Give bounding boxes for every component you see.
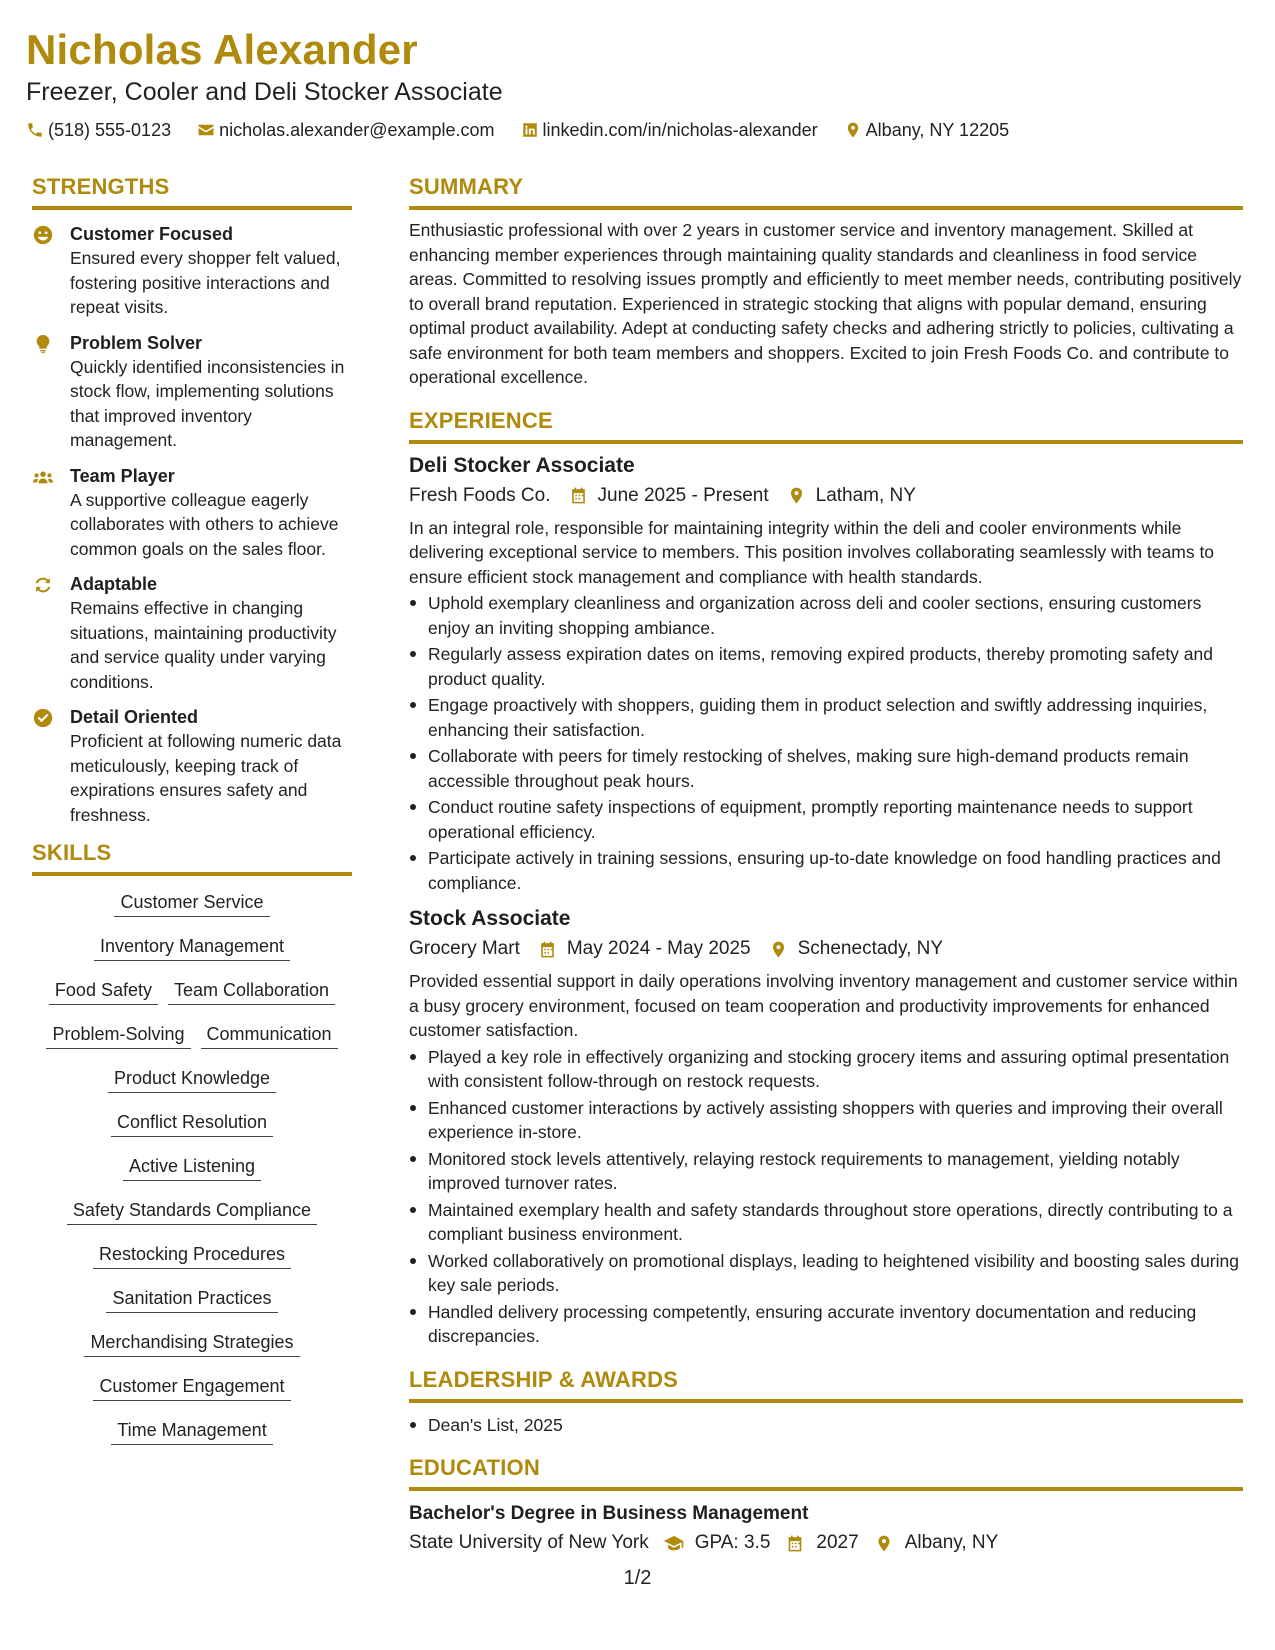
job-title: Stock Associate bbox=[409, 907, 571, 930]
linkedin-text: linkedin.com/in/nicholas-alexander bbox=[542, 120, 818, 140]
skill-tag: Food Safety bbox=[49, 978, 158, 1005]
candidate-name: Nicholas Alexander bbox=[26, 26, 418, 73]
job-location: Schenectady, NY bbox=[797, 938, 944, 959]
summary-heading: SUMMARY bbox=[409, 172, 1243, 210]
phone-icon bbox=[26, 121, 44, 139]
bullet-item: Monitored stock levels attentively, relaying restock requirements to management, yielding notably improved turnover rates. bbox=[409, 1147, 1243, 1196]
bullet-item: Engage proactively with shoppers, guiding them in product selection and swiftly addressing inquiries, enhancing their satisfaction. bbox=[409, 693, 1243, 742]
strength-title: Team Player bbox=[70, 465, 175, 486]
strength-desc: Proficient at following numeric data meticulously, keeping track of expirations ensures safety and freshness. bbox=[70, 731, 342, 825]
bullet-item: Participate actively in training sessions, ensuring up-to-date knowledge on food handling practices and compliance. bbox=[409, 846, 1243, 895]
contact-email[interactable] bbox=[197, 118, 494, 142]
strength-title: Detail Oriented bbox=[70, 707, 199, 727]
right-column bbox=[409, 172, 1243, 1557]
strength-title: Customer Focused bbox=[70, 224, 234, 244]
contact-location bbox=[844, 118, 1009, 142]
page-number: 1/2 bbox=[623, 1567, 652, 1589]
education-heading: EDUCATION bbox=[409, 1453, 1243, 1491]
job-title: Deli Stocker Associate bbox=[409, 453, 635, 477]
envelope-icon bbox=[197, 121, 215, 139]
contact-bar bbox=[26, 118, 1246, 142]
skill-tag: Product Knowledge bbox=[108, 1066, 276, 1093]
job-entry bbox=[409, 905, 1243, 1349]
graduation-year: 2027 bbox=[816, 1532, 859, 1553]
skill-tag: Communication bbox=[201, 1022, 338, 1049]
strength-item bbox=[32, 464, 352, 562]
education-meta bbox=[409, 1529, 1243, 1557]
job-bullets bbox=[409, 1045, 1243, 1349]
strength-title: Problem Solver bbox=[70, 332, 203, 353]
bullet-item: Handled delivery processing competently, ensuring accurate inventory documentation and reducing discrepancies. bbox=[409, 1300, 1243, 1349]
education-location: Albany, NY bbox=[904, 1532, 999, 1553]
skills-heading: SKILLS bbox=[32, 838, 352, 876]
bullet-item: Conduct routine safety inspections of equipment, promptly reporting maintenance needs to support operational efficiency. bbox=[409, 795, 1243, 844]
calendar-icon bbox=[784, 1534, 806, 1553]
strength-item bbox=[32, 572, 352, 694]
bullet-item: Worked collaboratively on promotional displays, leading to heightened visibility and boosting sales during key sale periods. bbox=[409, 1249, 1243, 1298]
bullet-item: Regularly assess expiration dates on items, removing expired products, thereby promoting safety and product quality. bbox=[409, 642, 1243, 691]
school-name: State University of New York bbox=[409, 1532, 649, 1553]
job-dates: May 2024 - May 2025 bbox=[566, 938, 751, 959]
bullet-item: Played a key role in effectively organizing and stocking grocery items and assuring optimal presentation with consistent follow-through on restock requests. bbox=[409, 1045, 1243, 1094]
bullet-item: Uphold exemplary cleanliness and organization across deli and cooler sections, ensuring customers enjoy an inviting shopping ambiance. bbox=[409, 591, 1243, 640]
job-description: Provided essential support in daily operations involving inventory management and customer service within a busy grocery environment, focused on team cooperation and productivity improvements for enhanced customer satisfaction. bbox=[409, 971, 1238, 1040]
skill-tag: Active Listening bbox=[123, 1154, 261, 1181]
job-entry bbox=[409, 452, 1243, 896]
job-meta bbox=[409, 482, 1243, 510]
graduation-cap-icon bbox=[663, 1534, 685, 1553]
email-text: nicholas.alexander@example.com bbox=[219, 120, 495, 140]
smile-icon bbox=[32, 224, 54, 246]
users-icon bbox=[32, 466, 54, 488]
bullet-item: Enhanced customer interactions by actively assisting shoppers with queries and improving their overall experience in-store. bbox=[409, 1096, 1243, 1145]
skill-tag: Conflict Resolution bbox=[111, 1110, 273, 1137]
bullet-item: Collaborate with peers for timely restocking of shelves, making sure high-demand products remain accessible throughout peak hours. bbox=[409, 744, 1243, 793]
job-description: In an integral role, responsible for maintaining integrity within the deli and cooler environments while delivering exceptional service to members. This position involves collaborating seamlessly with teams to ensure efficient stock management and compliance with health standards. bbox=[409, 517, 1215, 587]
linkedin-icon bbox=[521, 121, 539, 139]
location-text: Albany, NY 12205 bbox=[865, 120, 1010, 140]
sync-icon bbox=[32, 574, 54, 596]
skill-tag: Customer Engagement bbox=[93, 1374, 290, 1401]
skill-tag: Team Collaboration bbox=[168, 978, 335, 1005]
map-pin-icon bbox=[769, 940, 788, 959]
skill-tag: Safety Standards Compliance bbox=[67, 1198, 317, 1225]
contact-linkedin[interactable] bbox=[521, 118, 818, 142]
skill-tag: Problem-Solving bbox=[46, 1022, 190, 1049]
degree-title: Bachelor's Degree in Business Management bbox=[409, 1503, 809, 1524]
job-location: Latham, NY bbox=[815, 484, 916, 506]
skill-tag: Restocking Procedures bbox=[93, 1242, 291, 1269]
strength-item bbox=[32, 705, 352, 827]
map-pin-icon bbox=[844, 121, 862, 139]
awards-list bbox=[409, 1413, 1243, 1438]
job-company: Grocery Mart bbox=[409, 938, 520, 959]
map-pin-icon bbox=[873, 1534, 895, 1553]
calendar-icon bbox=[538, 940, 557, 959]
lightbulb-icon bbox=[32, 333, 54, 355]
check-circle-icon bbox=[32, 707, 54, 729]
skill-tag: Merchandising Strategies bbox=[84, 1330, 299, 1357]
experience-heading: EXPERIENCE bbox=[409, 406, 1243, 444]
job-bullets bbox=[409, 591, 1243, 895]
skill-tag: Sanitation Practices bbox=[106, 1286, 277, 1313]
job-company: Fresh Foods Co. bbox=[409, 484, 551, 506]
job-dates: June 2025 - Present bbox=[597, 484, 769, 506]
job-meta bbox=[409, 935, 1243, 963]
strengths-heading: STRENGTHS bbox=[32, 172, 352, 210]
skill-tag: Inventory Management bbox=[94, 934, 290, 961]
strength-desc: Ensured every shopper felt valued, fostering positive interactions and repeat visits. bbox=[70, 248, 341, 317]
strength-title: Adaptable bbox=[70, 574, 158, 594]
strength-item bbox=[32, 222, 352, 320]
award-item: Dean's List, 2025 bbox=[409, 1413, 1243, 1438]
candidate-role: Freezer, Cooler and Deli Stocker Associate bbox=[26, 78, 503, 106]
bullet-item: Maintained exemplary health and safety standards throughout store operations, directly contributing to a compliant business environment. bbox=[409, 1198, 1243, 1247]
strength-desc: Quickly identified inconsistencies in stock flow, implementing solutions that improved inventory management. bbox=[70, 356, 345, 450]
calendar-icon bbox=[569, 486, 588, 505]
gpa: GPA: 3.5 bbox=[694, 1532, 771, 1553]
skill-tag: Time Management bbox=[111, 1418, 272, 1445]
phone-text: (518) 555-0123 bbox=[48, 120, 172, 140]
strength-item bbox=[32, 331, 352, 453]
left-column bbox=[32, 172, 352, 1462]
strength-desc: Remains effective in changing situations, maintaining productivity and service quality under varying conditions. bbox=[70, 598, 337, 692]
strength-desc: A supportive colleague eagerly collaborates with others to achieve common goals on the sales floor. bbox=[70, 489, 339, 559]
strengths-list bbox=[32, 222, 352, 827]
summary-text: Enthusiastic professional with over 2 years in customer service and inventory management. Skilled at enhancing member experiences through maintaining quality standards and cleanliness in food service areas. Committed to resolving issues promptly and efficiently to meet member needs, contributing positively to overall brand reputation. Experienced in strategic stocking that aligns with popular demand, ensuring optimal product availability. Adept at conducting safety checks and adhering strictly to policies, cultivating a safe environment for both team members and shoppers. Excited to join Fresh Foods Co. and contribute to operational excellence. bbox=[409, 220, 1242, 387]
awards-heading: LEADERSHIP & AWARDS bbox=[409, 1365, 1243, 1403]
skill-tag: Customer Service bbox=[114, 890, 269, 917]
skills-list bbox=[32, 890, 352, 1462]
map-pin-icon bbox=[787, 486, 806, 505]
contact-phone[interactable] bbox=[26, 118, 171, 142]
header bbox=[26, 26, 1246, 142]
